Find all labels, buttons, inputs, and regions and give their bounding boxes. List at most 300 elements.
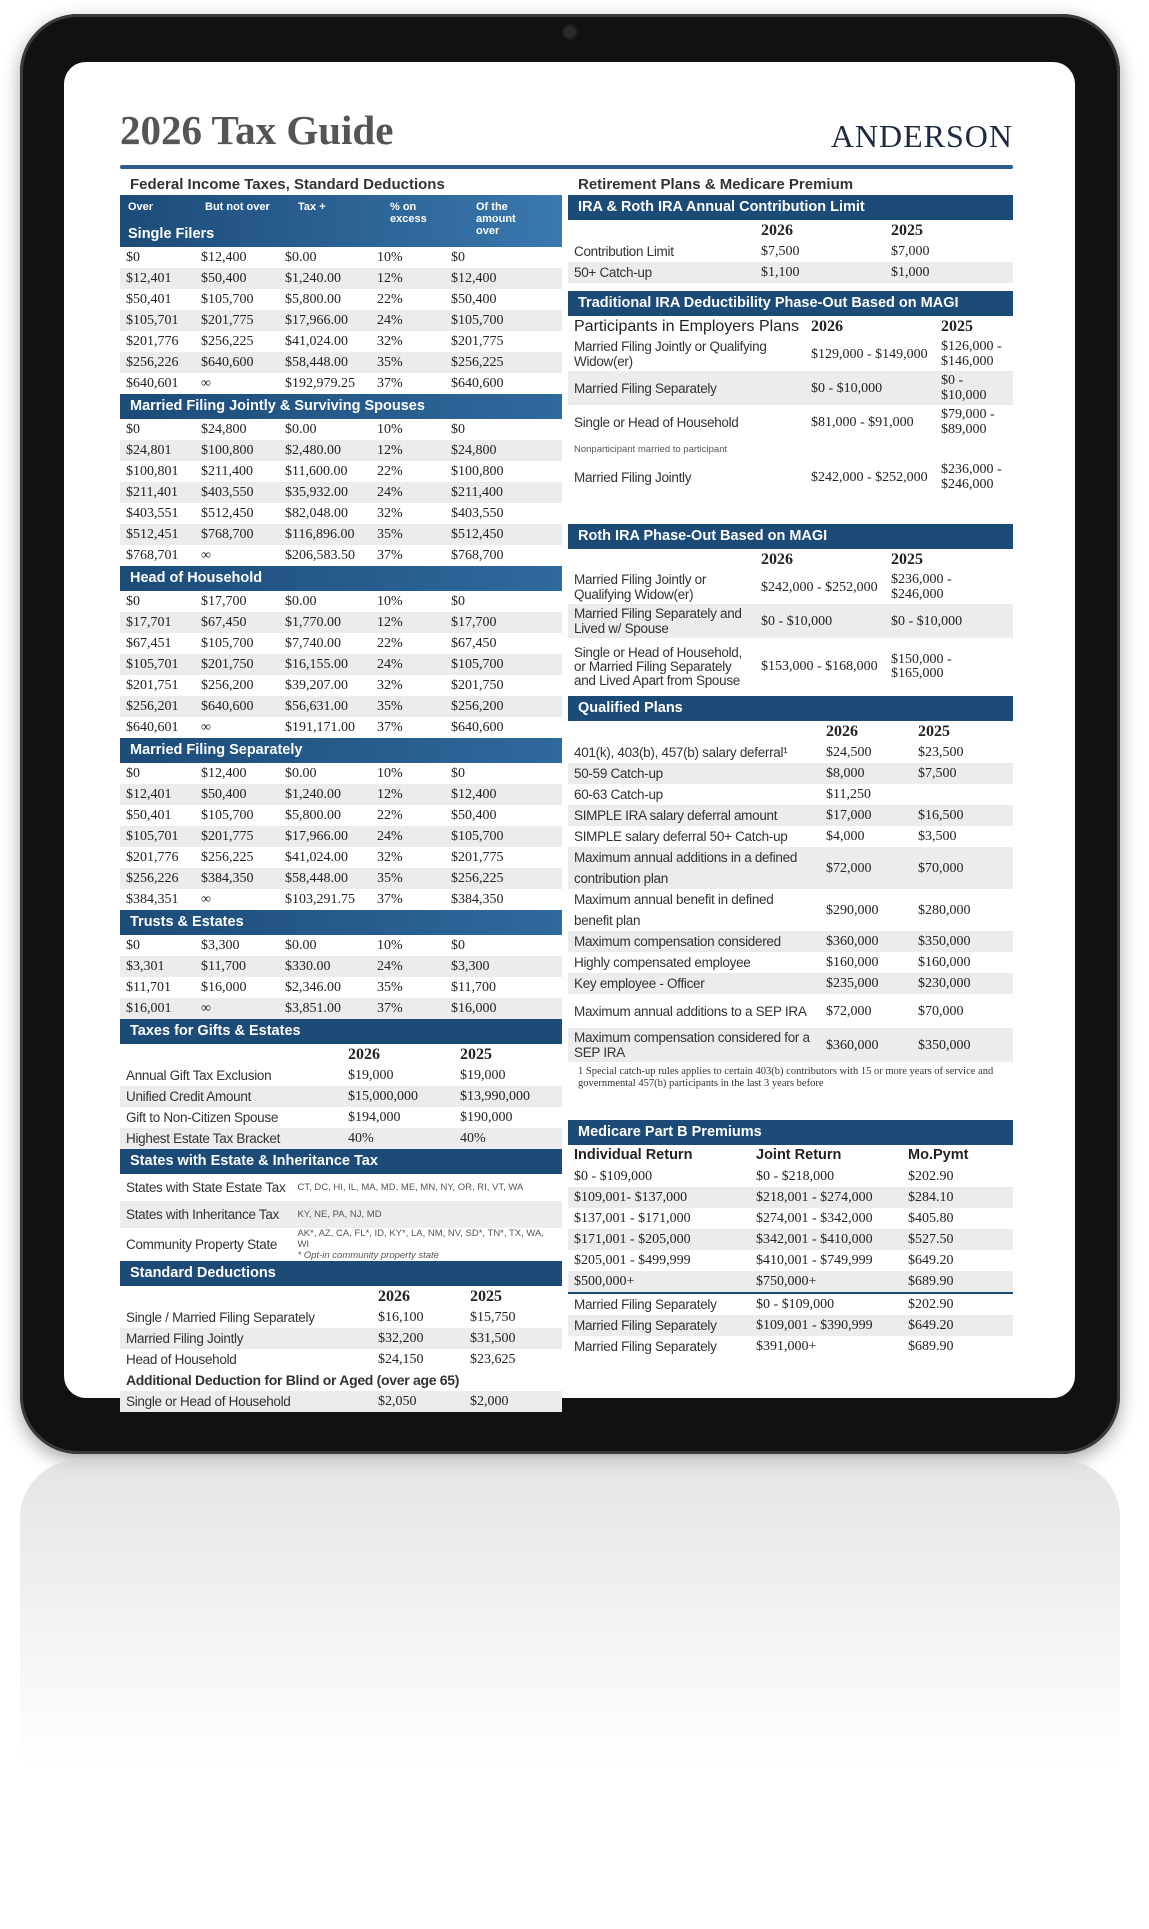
row-label: Single / Married Filing Separately (126, 1310, 315, 1325)
row-value: $280,000 (918, 902, 971, 918)
row-value: 37% (377, 892, 403, 907)
community-list: AK*, AZ, CA, FL*, ID, KY*, LA, NM, NV, SD*, TN*, TX, WA, WI (297, 1228, 544, 1250)
row-value: 40% (342, 1128, 454, 1149)
row-value: 10% (377, 422, 403, 437)
row-label: Head of Household (126, 1352, 237, 1367)
row-value: $0 - $10,000 (805, 371, 935, 405)
row-label: Unified Credit Amount (120, 1086, 342, 1107)
std-year-2026: 2026 (372, 1286, 464, 1307)
row-value: $384,350 (195, 868, 279, 889)
row-value: 12% (371, 784, 445, 805)
trad-title: Traditional IRA Deductibility Phase-Out Based on MAGI (568, 291, 1013, 316)
table-row (120, 247, 562, 268)
table-row (568, 931, 1013, 952)
row-label: $105,701 (120, 310, 195, 331)
camera-icon (564, 26, 576, 38)
table-row (568, 638, 1013, 696)
table-row (120, 503, 562, 524)
qp-rows (568, 742, 1013, 994)
row-value: $0 - $109,000 (756, 1297, 835, 1312)
row-value: $1,100 (755, 262, 885, 283)
row-value: $274,001 - $342,000 (756, 1211, 873, 1226)
roth-title: Roth IRA Phase-Out Based on MAGI (568, 524, 1013, 549)
mfj-table (120, 419, 562, 566)
row-value: $191,171.00 (285, 720, 355, 735)
row-value: $290,000 (826, 902, 879, 918)
row-value: $8,000 (820, 763, 912, 784)
table-row (120, 461, 562, 482)
row-value: $67,450 (195, 612, 279, 633)
col-excess: % on excess (390, 201, 427, 225)
roth-year-2025: 2025 (885, 549, 1013, 570)
footnote: 1 Special catch-up rules applies to certain 403(b) contributors with 15 or more years of service and governmental 457(b) participants in the last 3 years before (578, 1066, 994, 1089)
row-value: 35% (371, 696, 445, 717)
row-value: $640,600 (195, 352, 279, 373)
brand-logo: ANDERSON (830, 118, 1013, 154)
table-row (120, 675, 562, 696)
table-row (568, 1293, 1013, 1315)
col-over: Over (128, 201, 154, 213)
table-row (568, 952, 1013, 973)
state-estate-label: States with State Estate Tax (126, 1180, 286, 1195)
row-value: $17,966.00 (279, 310, 371, 331)
row-label: Highly compensated employee (574, 955, 751, 970)
row-value: $211,400 (445, 482, 562, 503)
row-label: $211,401 (120, 482, 195, 503)
row-value (912, 784, 1013, 805)
row-label: $768,701 (126, 548, 179, 563)
table-row (568, 241, 1013, 262)
table-row (120, 633, 562, 654)
row-value: $7,000 (891, 244, 930, 259)
std-table (120, 1286, 562, 1412)
row-value: $284.10 (902, 1187, 1013, 1208)
table-row (568, 1028, 1013, 1062)
medicare-title: Medicare Part B Premiums (568, 1120, 1013, 1145)
row-label: Contribution Limit (574, 244, 674, 259)
row-value: 35% (371, 352, 445, 373)
table-row (120, 889, 562, 910)
row-value: $19,000 (460, 1068, 506, 1083)
col-not-over: But not over (205, 201, 270, 213)
med-col-individual: Individual Return (568, 1145, 750, 1166)
col-tax: Tax + (298, 201, 326, 213)
col-amount-over: Of the amount over (476, 201, 516, 237)
table-row (568, 742, 1013, 763)
row-label: $0 (126, 766, 140, 781)
row-label: $171,001 - $205,000 (568, 1229, 750, 1250)
table-row (120, 847, 562, 868)
row-value: $105,700 (201, 636, 254, 651)
single-table (120, 247, 562, 394)
row-value: $640,600 (451, 720, 504, 735)
row-value: $50,400 (195, 784, 279, 805)
row-value: $0 (451, 938, 465, 953)
row-label: $50,401 (126, 808, 172, 823)
right-column (568, 174, 1013, 1357)
row-value: $768,700 (195, 524, 279, 545)
row-value: $0.00 (285, 766, 317, 781)
row-value: 32% (377, 334, 403, 349)
row-label: Married Filing Jointly or Qualifying Widow(er) (574, 572, 707, 602)
row-value: $256,200 (201, 678, 254, 693)
row-label: Maximum annual benefit in defined benefit plan (574, 892, 774, 928)
row-value: $201,750 (195, 654, 279, 675)
table-row (120, 352, 562, 373)
row-value: $527.50 (902, 1229, 1013, 1250)
row-value: $70,000 (912, 847, 1013, 889)
addl-title: Additional Deduction for Blind or Aged (over age 65) (126, 1372, 460, 1388)
row-value: $7,740.00 (285, 636, 341, 651)
row-value: $58,448.00 (279, 868, 371, 889)
row-value: $32,200 (372, 1328, 464, 1349)
trad-subtitle: Participants in Employers Plans (568, 316, 805, 337)
row-value: $150,000 - $165,000 (891, 652, 952, 681)
row-value: $768,700 (451, 548, 504, 563)
table-row (568, 1336, 1013, 1357)
row-value: $24,150 (378, 1352, 424, 1367)
std-rows (120, 1307, 562, 1370)
roth-year-2026: 2026 (755, 549, 885, 570)
row-value: $640,600 (195, 696, 279, 717)
row-value: $236,000 - $246,000 (940, 462, 1002, 492)
row-value: $79,000 - $89,000 (940, 407, 995, 437)
table-row (568, 1271, 1013, 1293)
row-label: $67,451 (126, 636, 172, 651)
row-value: $403,550 (195, 482, 279, 503)
row-value: $1,770.00 (279, 612, 371, 633)
row-value: $689.90 (908, 1339, 954, 1354)
row-value: $50,400 (451, 808, 497, 823)
row-label: 60-63 Catch-up (574, 787, 663, 802)
row-value: $0.00 (285, 250, 317, 265)
row-label: Single or Head of Household, or Married Filing Separately and Lived Apart from Spouse (574, 645, 742, 688)
row-value: $384,350 (451, 892, 504, 907)
table-row (120, 482, 562, 503)
table-row (120, 1328, 562, 1349)
row-value: $81,000 - $91,000 (810, 414, 914, 430)
row-value: $202.90 (908, 1169, 954, 1184)
row-value: $23,500 (918, 745, 964, 760)
row-value: $41,024.00 (285, 334, 348, 349)
row-value: $236,000 - $246,000 (891, 572, 952, 602)
community-note: * Opt-in community property state (297, 1250, 439, 1261)
row-value: $235,000 (820, 973, 912, 994)
row-value: $12,400 (445, 784, 562, 805)
row-value: $12,400 (201, 766, 247, 781)
table-row (120, 331, 562, 352)
table-row (120, 654, 562, 675)
row-value: $13,990,000 (454, 1086, 562, 1107)
row-value: 24% (371, 654, 445, 675)
row-label: $384,351 (126, 892, 179, 907)
row-label: $205,001 - $499,999 (574, 1253, 691, 1268)
medicare-table (568, 1145, 1013, 1357)
gifts-year-2026: 2026 (342, 1044, 454, 1065)
row-label: $640,601 (126, 720, 179, 735)
gifts-year-2025: 2025 (454, 1044, 562, 1065)
table-row (568, 405, 1013, 439)
row-label: $137,001 - $171,000 (574, 1211, 691, 1226)
row-value: $7,500 (761, 244, 800, 259)
table-row (120, 1065, 562, 1086)
row-value: $17,966.00 (279, 826, 371, 847)
row-label: $100,801 (126, 464, 179, 479)
gifts-title: Taxes for Gifts & Estates (120, 1019, 562, 1044)
table-row (120, 524, 562, 545)
row-value: $360,000 (820, 1028, 912, 1062)
row-label: $201,776 (126, 850, 179, 865)
ira-year-2026: 2026 (755, 220, 885, 241)
row-label: $105,701 (120, 826, 195, 847)
states-title: States with Estate & Inheritance Tax (120, 1149, 562, 1174)
qp-year-2026: 2026 (820, 721, 912, 742)
std-year-row (120, 1286, 562, 1307)
row-value: $342,001 - $410,000 (750, 1229, 902, 1250)
row-label: $256,226 (120, 352, 195, 373)
table-row (120, 826, 562, 847)
row-value: 10% (377, 938, 403, 953)
row-value: $24,500 (826, 745, 872, 760)
row-value: $58,448.00 (279, 352, 371, 373)
table-row (120, 1307, 562, 1328)
row-label: Married Filing Separately (568, 371, 805, 405)
row-value: $105,700 (445, 826, 562, 847)
row-value: $2,480.00 (279, 440, 371, 461)
row-value: $201,750 (451, 678, 504, 693)
row-label: $201,751 (126, 678, 179, 693)
row-label: 401(k), 403(b), 457(b) salary deferral¹ (574, 745, 788, 760)
row-label: SIMPLE IRA salary deferral amount (568, 805, 820, 826)
row-value: $256,200 (445, 696, 562, 717)
table-row (120, 1349, 562, 1370)
table-row (568, 262, 1013, 283)
table-row (568, 994, 1013, 1028)
row-label: $16,001 (120, 998, 195, 1019)
row-value: $16,155.00 (279, 654, 371, 675)
row-label: $12,401 (120, 784, 195, 805)
row-value: $109,001 - $390,999 (750, 1315, 902, 1336)
row-label: Married Filing Separately (568, 1315, 750, 1336)
row-label: Maximum annual additions in a defined contribution plan (568, 847, 820, 889)
row-value: $350,000 (912, 1028, 1013, 1062)
row-value: $12,400 (445, 268, 562, 289)
table-row (120, 419, 562, 440)
row-value: 12% (371, 612, 445, 633)
row-value: 10% (377, 250, 403, 265)
trusts-table (120, 935, 562, 1019)
row-value: $649.20 (908, 1253, 954, 1268)
row-value: $24,800 (445, 440, 562, 461)
table-row (568, 570, 1013, 604)
table-row (120, 717, 562, 738)
table-row (120, 784, 562, 805)
row-value: ∞ (201, 892, 211, 907)
left-column (120, 174, 562, 1412)
row-label: Married Filing Jointly (120, 1328, 372, 1349)
row-value: $201,775 (195, 310, 279, 331)
row-value: $39,207.00 (285, 678, 348, 693)
row-label: Maximum compensation considered for a SEP IRA (568, 1028, 820, 1062)
gifts-rows (120, 1065, 562, 1149)
table-row (120, 1086, 562, 1107)
table-row (568, 460, 1013, 494)
row-value: $15,000,000 (342, 1086, 454, 1107)
row-value: $0 - $218,000 (756, 1169, 835, 1184)
table-row (568, 805, 1013, 826)
row-value: $1,240.00 (279, 784, 371, 805)
row-label: Married Filing Separately (574, 1297, 717, 1312)
qp-title: Qualified Plans (568, 696, 1013, 721)
row-label: Maximum compensation considered (568, 931, 820, 952)
inheritance-row (120, 1201, 562, 1228)
ira-title: IRA & Roth IRA Annual Contribution Limit (568, 195, 1013, 220)
row-label: $500,000+ (568, 1271, 750, 1293)
community-label: Community Property State (126, 1237, 278, 1252)
row-value: $512,450 (445, 524, 562, 545)
row-value: 35% (371, 524, 445, 545)
row-value: $17,700 (445, 612, 562, 633)
table-row (120, 591, 562, 612)
inheritance-list: KY, NE, PA, NJ, MD (291, 1201, 562, 1228)
row-label: Maximum annual additions to a SEP IRA (574, 1003, 807, 1019)
row-value: $0 (451, 422, 465, 437)
table-row (120, 373, 562, 394)
table-row (568, 371, 1013, 405)
qp-table (568, 721, 1013, 1062)
row-label: Annual Gift Tax Exclusion (126, 1068, 272, 1083)
row-value: $11,700 (451, 980, 496, 995)
gifts-table (120, 1044, 562, 1149)
row-value: $350,000 (912, 931, 1013, 952)
row-value: $256,225 (201, 850, 254, 865)
std-year-2025: 2025 (464, 1286, 562, 1307)
trad-subtitle-2: Nonparticipant married to participant (568, 439, 1013, 460)
row-value: $0 (451, 250, 465, 265)
row-value: 22% (377, 464, 403, 479)
row-value: $116,896.00 (279, 524, 371, 545)
row-value: $4,000 (826, 829, 865, 844)
row-value: $403,550 (451, 506, 504, 521)
table-row (568, 1187, 1013, 1208)
row-label: $11,701 (126, 980, 171, 995)
inheritance-label: States with Inheritance Tax (120, 1201, 291, 1228)
trad-year-2025: 2025 (935, 316, 1013, 337)
single-filers-title: Single Filers (128, 226, 215, 242)
table-row (568, 337, 1013, 371)
row-label: $50,401 (126, 292, 172, 307)
row-value: $0 - $10,000 (935, 371, 1013, 405)
row-value: $194,000 (348, 1110, 401, 1125)
row-value: $129,000 - $149,000 (810, 346, 928, 362)
trad2-rows (568, 460, 1013, 494)
row-value: 32% (377, 506, 403, 521)
row-value: $72,000 (826, 1003, 872, 1019)
medicare-header-row (568, 1145, 1013, 1166)
row-label: $256,201 (120, 696, 195, 717)
row-value: 12% (371, 440, 445, 461)
row-value: $105,700 (445, 654, 562, 675)
row-value: $11,700 (195, 956, 279, 977)
table-row (120, 545, 562, 566)
row-value: ∞ (201, 720, 211, 735)
row-value: 40% (454, 1128, 562, 1149)
row-value: $206,583.50 (285, 548, 355, 563)
state-estate-row (120, 1174, 562, 1201)
addl-2025: $2,000 (464, 1391, 562, 1412)
table-row (568, 826, 1013, 847)
row-value: $512,450 (201, 506, 254, 521)
ira-year-2025: 2025 (885, 220, 1013, 241)
row-value: $201,775 (451, 334, 504, 349)
row-value: $0 (451, 594, 465, 609)
row-value: $72,000 (820, 847, 912, 889)
row-label: $109,001- $137,000 (568, 1187, 750, 1208)
row-label: $105,701 (120, 654, 195, 675)
row-value: $3,851.00 (279, 998, 371, 1019)
row-value: $17,700 (201, 594, 247, 609)
roth-rows (568, 570, 1013, 696)
row-label: Married Filing Separately and Lived w/ Spouse (568, 604, 755, 638)
row-value: $211,400 (201, 464, 253, 479)
row-value: 35% (371, 868, 445, 889)
table-row (568, 1166, 1013, 1187)
row-value: $0.00 (285, 422, 317, 437)
std-title: Standard Deductions (120, 1261, 562, 1286)
row-value: 37% (377, 376, 403, 391)
row-value: 12% (371, 268, 445, 289)
row-value: $19,000 (348, 1068, 394, 1083)
row-value: $0.00 (285, 938, 317, 953)
med-col-joint: Joint Return (750, 1145, 902, 1166)
row-value: $67,450 (451, 636, 497, 651)
row-label: 50-59 Catch-up (568, 763, 820, 784)
community-row (120, 1228, 562, 1261)
row-value: $192,979.25 (285, 376, 355, 391)
table-row (120, 998, 562, 1019)
tablet-reflection (20, 1460, 1120, 1800)
row-value: $3,300 (201, 938, 240, 953)
table-row (120, 956, 562, 977)
addl-partial-row (120, 1391, 562, 1412)
table-row (120, 1128, 562, 1149)
medicare-mfs-rows (568, 1293, 1013, 1357)
table-row (568, 847, 1013, 889)
row-value: $50,400 (451, 292, 497, 307)
row-value: $126,000 - $146,000 (940, 339, 1002, 369)
row-label: $0 (126, 594, 140, 609)
row-value: $16,000 (201, 980, 247, 995)
table-row (120, 1107, 562, 1128)
row-value: $100,800 (195, 440, 279, 461)
row-value: $153,000 - $168,000 (761, 659, 878, 674)
row-value: $31,500 (464, 1328, 562, 1349)
row-label: $201,776 (126, 334, 179, 349)
row-value: $0 - $10,000 (755, 604, 885, 638)
row-value: $160,000 (918, 955, 971, 970)
row-value: 10% (377, 594, 403, 609)
mfj-title: Married Filing Jointly & Surviving Spouses (120, 394, 562, 419)
row-value: $750,000+ (750, 1271, 902, 1293)
row-value: $160,000 (826, 955, 879, 970)
roth-table (568, 549, 1013, 696)
row-value: $50,400 (195, 268, 279, 289)
row-value: $41,024.00 (285, 850, 348, 865)
row-label: $0 - $109,000 (574, 1169, 653, 1184)
hoh-table (120, 591, 562, 738)
table-row (120, 268, 562, 289)
row-label: $24,801 (120, 440, 195, 461)
